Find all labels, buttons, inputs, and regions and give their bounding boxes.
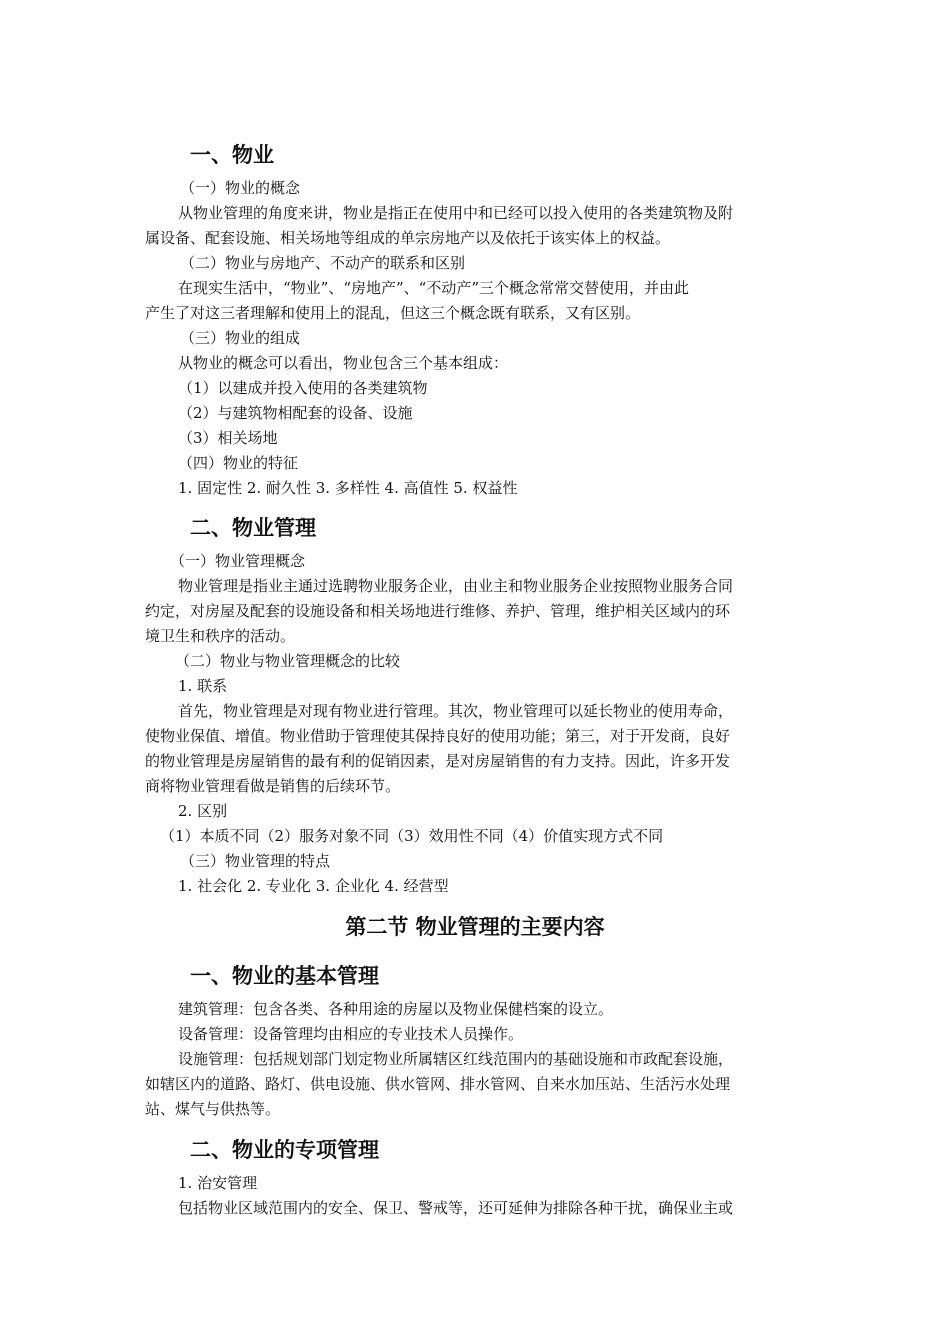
heading-special-management: 二、物业的专项管理 <box>190 1138 379 1162</box>
features-line: 1. 社会化 2. 专业化 3. 企业化 4. 经营型 <box>178 877 449 895</box>
heading-wuye: 一、物业 <box>190 143 274 167</box>
paragraph-line: 首先，物业管理是对现有物业进行管理。其次，物业管理可以延长物业的使用寿命， <box>178 702 734 720</box>
list-item: （1）以建成并投入使用的各类建筑物 <box>178 379 428 397</box>
paragraph-line: 设备管理：设备管理均由相应的专业技术人员操作。 <box>178 1025 524 1043</box>
features-line: 1. 固定性 2. 耐久性 3. 多样性 4. 高值性 5. 权益性 <box>178 479 518 497</box>
heading-wuye-guanli: 二、物业管理 <box>190 516 316 540</box>
heading-basic-management: 一、物业的基本管理 <box>190 964 379 988</box>
list-line: （1）本质不同（2）服务对象不同（3）效用性不同（4）价值实现方式不同 <box>160 827 664 845</box>
subheading: （四）物业的特征 <box>178 454 299 472</box>
paragraph-line: 包括物业区域范围内的安全、保卫、警戒等，还可延伸为排除各种干扰，确保业主或 <box>178 1199 734 1217</box>
section-title: 第二节 物业管理的主要内容 <box>345 915 605 939</box>
paragraph-line: 使物业保值、增值。物业借助于管理使其保持良好的使用功能；第三，对于开发商，良好 <box>145 727 731 745</box>
paragraph-line: 设施管理：包括规划部门划定物业所属辖区红线范围内的基础设施和市政配套设施， <box>178 1050 734 1068</box>
paragraph-line: 约定，对房屋及配套的设施设备和相关场地进行维修、养护、管理，维护相关区域内的环 <box>145 602 731 620</box>
subheading: （二）物业与房地产、不动产的联系和区别 <box>180 254 466 272</box>
list-item: （3）相关场地 <box>178 429 278 447</box>
paragraph-line: 产生了对这三者理解和使用上的混乱，但这三个概念既有联系，又有区别。 <box>145 304 641 322</box>
subheading: （一）物业的概念 <box>180 179 301 197</box>
list-label: 1. 联系 <box>178 677 228 695</box>
subheading: （二）物业与物业管理概念的比较 <box>175 652 401 670</box>
paragraph-line: 在现实生活中，“物业”、“房地产”、“不动产”三个概念常常交替使用，并由此 <box>178 279 690 297</box>
paragraph-line: 物业管理是指业主通过选聘物业服务企业，由业主和物业服务企业按照物业服务合同 <box>178 577 734 595</box>
paragraph-line: 站、煤气与供热等。 <box>145 1100 281 1118</box>
subheading: （三）物业管理的特点 <box>180 852 331 870</box>
paragraph-line: 商将物业管理看做是销售的后续环节。 <box>145 777 401 795</box>
paragraph-line: 从物业的概念可以看出，物业包含三个基本组成： <box>178 354 509 372</box>
paragraph-line: 的物业管理是房屋销售的最有利的促销因素，是对房屋销售的有力支持。因此，许多开发 <box>145 752 731 770</box>
subheading: （三）物业的组成 <box>180 329 301 347</box>
paragraph-line: 建筑管理：包含各类、各种用途的房屋以及物业保健档案的设立。 <box>178 1000 614 1018</box>
paragraph-line: 境卫生和秩序的活动。 <box>145 627 296 645</box>
paragraph-line: 从物业管理的角度来讲，物业是指正在使用中和已经可以投入使用的各类建筑物及附 <box>178 204 734 222</box>
paragraph-line: 如辖区内的道路、路灯、供电设施、供水管网、排水管网、自来水加压站、生活污水处理 <box>145 1075 731 1093</box>
list-label: 1. 治安管理 <box>178 1174 258 1192</box>
paragraph-line: 属设备、配套设施、相关场地等组成的单宗房地产以及依托于该实体上的权益。 <box>145 229 671 247</box>
list-item: （2）与建筑物相配套的设备、设施 <box>178 404 413 422</box>
subheading: （一）物业管理概念 <box>170 552 306 570</box>
list-label: 2. 区别 <box>178 802 228 820</box>
